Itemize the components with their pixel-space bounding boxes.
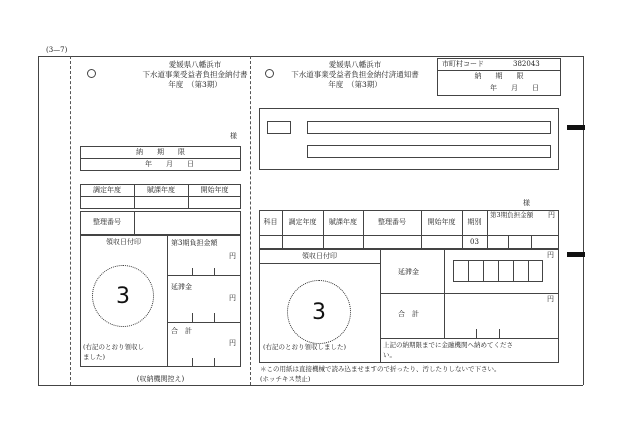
right-due-date: 年 月 日 (490, 84, 539, 92)
timing-mark-bottom (567, 252, 585, 257)
left-due-date: 年 月 日 (145, 160, 194, 168)
perforation-left (70, 56, 71, 385)
bottom-border (38, 385, 583, 386)
right-header-yen: 円 (548, 211, 555, 219)
right-pay-note-2: い。 (383, 351, 396, 359)
right-pay-note-1: 上記の納期限までに金融機関へ納めてくださ (383, 341, 513, 349)
postal-code-box (267, 121, 291, 134)
left-stamp-label: 領収日付印 (106, 238, 141, 246)
right-year-term: 年度 （第3期） (328, 80, 382, 89)
left-header-kaishi: 開始年度 (200, 186, 229, 194)
left-late-yen: 円 (229, 294, 236, 302)
right-total-yen: 円 (547, 295, 554, 303)
right-late-label: 延滞金 (398, 268, 419, 276)
right-receipt-stamp: 3 (287, 280, 351, 344)
right-title: 下水道事業受益者負担金納付済通知書 (291, 70, 419, 79)
right-muni-code: 382043 (513, 60, 540, 68)
left-due-label: 納 期 限 (136, 148, 185, 156)
left-border (38, 56, 39, 385)
right-city: 愛媛県八幡浜市 (328, 60, 382, 69)
left-footer: (収納機関控え) (136, 375, 185, 383)
right-header-kibetsu: 期別 (467, 218, 482, 226)
right-header-fuka: 賦課年度 (329, 218, 357, 226)
left-receipt-note-2: ました) (83, 353, 106, 361)
punch-circle-icon (87, 69, 96, 78)
left-honorific: 様 (230, 132, 237, 140)
left-title: 下水道事業受益者負担金納付書 (142, 70, 248, 79)
left-header-chotei: 調定年度 (93, 186, 121, 194)
right-header-kaishi: 開始年度 (427, 218, 456, 226)
right-due-label: 納 期 限 (474, 72, 524, 80)
form-code: (3—7) (46, 46, 68, 54)
left-receipt-stamp: 3 (92, 265, 154, 327)
left-year-term: 年度 （第3期） (168, 80, 222, 89)
right-term-value: 03 (470, 238, 479, 246)
right-late-yen: 円 (547, 251, 554, 259)
right-border (583, 56, 584, 385)
right-receipt-note: (右記のとおり領収しました) (263, 343, 347, 351)
right-header-chotei: 調定年度 (288, 218, 317, 226)
left-total-yen: 円 (229, 339, 236, 347)
top-border (38, 56, 583, 57)
right-header-amount: 第3期負担金額 (490, 211, 534, 219)
right-total-label: 合 計 (398, 310, 419, 318)
left-seiri-label: 整理番号 (93, 218, 121, 226)
left-header-fuka: 賦課年度 (147, 186, 175, 194)
perforation-middle (250, 56, 251, 385)
left-late-label: 延滞金 (171, 283, 192, 291)
left-total-label: 合 計 (171, 327, 192, 335)
address-window (259, 108, 559, 170)
left-receipt-note-1: (右記のとおり領収し (83, 343, 145, 351)
punch-circle-icon (265, 69, 274, 78)
timing-mark-top (567, 125, 585, 130)
address-line-2 (307, 145, 551, 158)
left-amount-label: 第3期負担金額 (171, 239, 218, 247)
right-muni-code-label: 市町村コード (442, 60, 484, 68)
left-amount-yen: 円 (229, 252, 236, 260)
right-honorific: 様 (523, 199, 530, 207)
right-footnote-1: ＊この用紙は直接機械で読み込ませますので折ったり、汚したりしないで下さい。 (260, 365, 501, 373)
address-line-1 (307, 121, 551, 134)
left-city: 愛媛県八幡浜市 (168, 60, 222, 69)
right-stamp-label: 領収日付印 (302, 252, 337, 260)
right-footnote-2: (ホッチキス禁止) (260, 375, 311, 383)
right-header-kamoku: 科目 (263, 218, 278, 226)
right-header-seiri: 整理番号 (378, 218, 406, 226)
